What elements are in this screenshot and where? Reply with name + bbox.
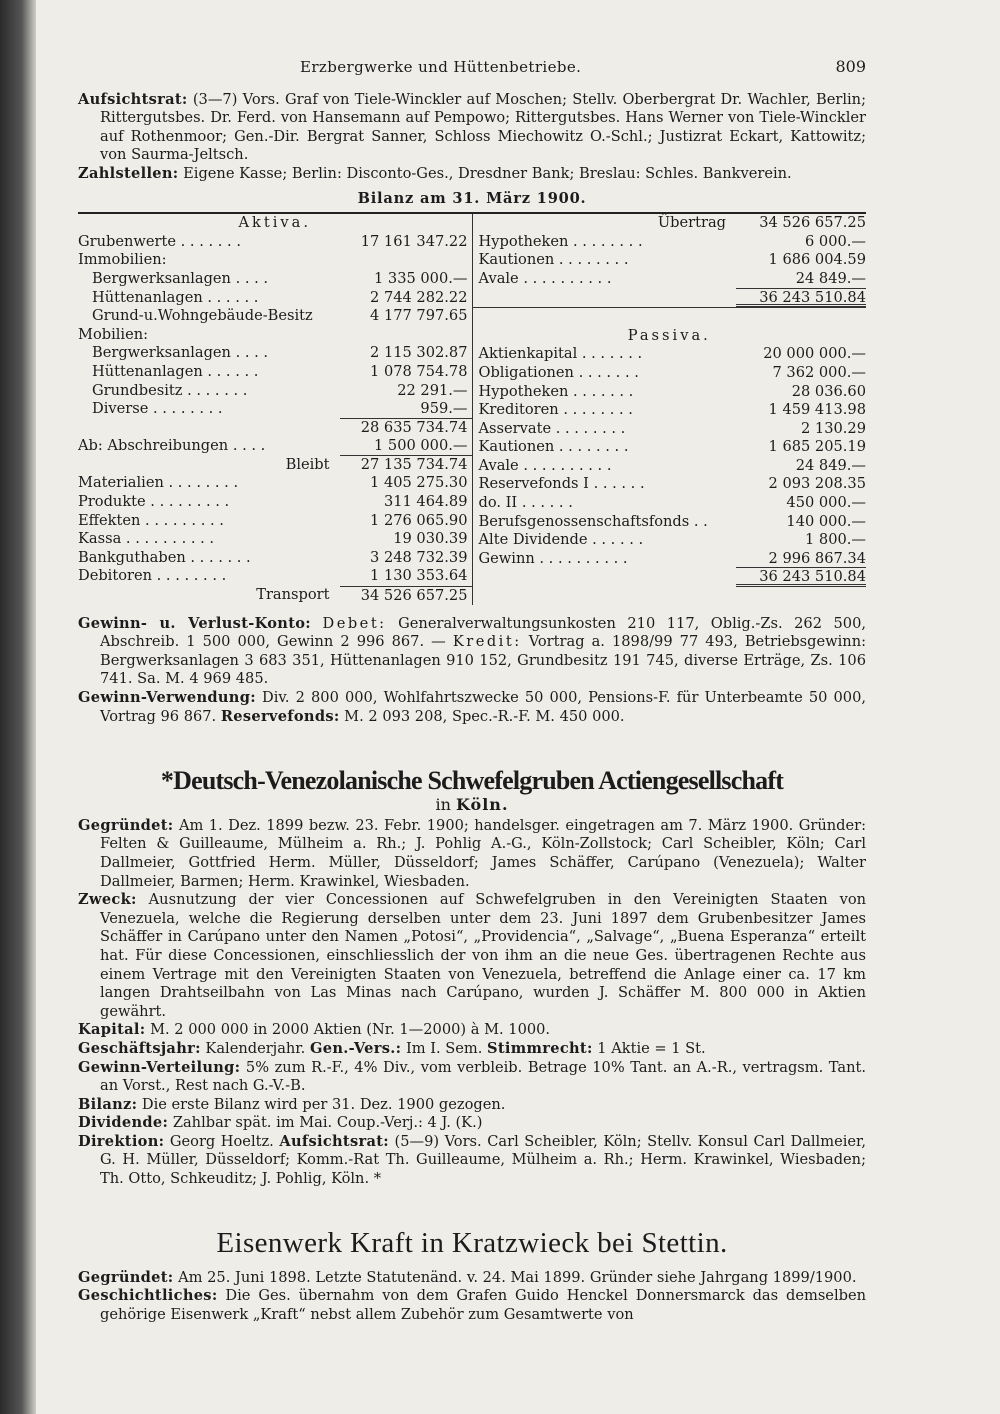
balance-row-amount: 1 405 275.30 — [370, 474, 468, 492]
entry-label: Stimmrecht: — [487, 1039, 593, 1057]
balance-row-amount: 20 000 000.— — [763, 345, 866, 363]
balance-row-label: do. II . . . . . . — [478, 494, 573, 512]
entry-text: Die Ges. übernahm von dem Grafen Guido Henckel Donnersmarck das demselben gehörige Eisenwerk „Kraft“ nebst allem Zubehör zum Gesamtwerte von — [100, 1287, 866, 1323]
balance-row-amount: 3 248 732.39 — [370, 548, 468, 566]
content — [78, 58, 866, 1324]
entry-label: Bilanz: — [78, 1095, 138, 1113]
balance-row-amount: 19 030.39 — [393, 530, 468, 548]
balance-row — [473, 550, 867, 569]
verwendung-label: Gewinn-Verwendung: — [78, 689, 256, 706]
balance-row-amount: 1 685 205.19 — [768, 438, 866, 456]
balance-row-label: Aktienkapital . . . . . . . — [478, 345, 643, 363]
entry-text: M. 2 000 000 in 2000 Aktien (Nr. 1—2000) à M. 1000. — [150, 1021, 551, 1039]
guv-text-1: Generalverwaltungsunkosten 210 117, Oblig.-Zs. 262 500, Abschreib. 1 500 000, Gewinn 2 996 867. — — [100, 614, 867, 651]
balance-row-label: Avale . . . . . . . . . . — [478, 456, 612, 474]
entry-label: Kapital: — [78, 1021, 146, 1039]
entry-paragraph — [78, 891, 866, 1021]
balance-row-amount — [340, 251, 472, 270]
entry-text: Im I. Sem. — [405, 1039, 483, 1057]
balance-row-amount: 2 093 208.35 — [768, 475, 866, 493]
balance-row — [473, 494, 867, 513]
company1-title: *Deutsch-Venezolanische Schwefelgruben Actiengesellschaft — [160, 766, 784, 796]
balance-row — [473, 438, 867, 457]
balance-row-amount: 1 800.— — [804, 531, 866, 549]
entry-paragraph — [78, 1114, 866, 1133]
balance-row-label: Berufsgenossenschaftsfonds . . — [478, 512, 708, 530]
balance-row-label: Kautionen . . . . . . . . — [478, 251, 629, 269]
balance-row — [473, 289, 867, 308]
balance-row — [78, 270, 472, 289]
balance-row-amount: 2 744 282.22 — [370, 288, 468, 306]
balance-row-amount: 36 243 510.84 — [736, 289, 866, 308]
balance-row-label: Grund-u.Wohngebäude-Besitz — [92, 307, 313, 325]
balance-row — [78, 251, 472, 270]
company1-city: Köln. — [456, 795, 509, 815]
balance-row-amount: 24 849.— — [736, 270, 866, 289]
company2-entries — [78, 1269, 866, 1325]
entry-text: Am 25. Juni 1898. Letzte Statutenänd. v. 24. Mai 1899. Gründer siehe Jahrgang 1899/1900. — [178, 1268, 857, 1286]
verwendung-paragraph — [78, 689, 866, 726]
balance-row-label: Übertrag — [657, 214, 726, 232]
running-header — [78, 58, 866, 77]
balance-row-label: Effekten . . . . . . . . . — [78, 511, 224, 529]
guv-text-2: Vortrag a. 1898/99 77 493, Betriebsgewinn: Bergwerksanlagen 3 683 351, Hüttenanlagen 910 152, Grundbesitz 191 745, diverse Erträge, Zs. 106 741. Sa. M. 4 969 485. — [100, 633, 867, 688]
balance-row-label: Bergwerksanlagen . . . . — [92, 269, 269, 287]
company2-title: Eisenwerk Kraft in Kratzwieck bei Stettin. — [216, 1226, 728, 1259]
balance-row-amount: 24 849.— — [795, 456, 866, 474]
aktiva-heading: Aktiva. — [238, 214, 311, 232]
balance-row-label: Hypotheken . . . . . . . . — [478, 232, 643, 250]
balance-row-amount: 1 459 413.98 — [768, 401, 866, 419]
balance-row — [78, 512, 472, 531]
balance-row-amount: 28 036.60 — [791, 382, 866, 400]
balance-row-label: Gewinn . . . . . . . . . . — [478, 549, 628, 567]
entry-text: 5% zum R.-F., 4% Div., vom verbleib. Betrage 10% Tant. an A.-R., vertragsm. Tant. an Vorst., Rest nach G.-V.-B. — [100, 1058, 866, 1095]
entry-label: Aufsichtsrat: — [279, 1132, 389, 1150]
entry-text: Georg Hoeltz. — [169, 1132, 274, 1150]
balance-row-amount: 1 686 004.59 — [768, 251, 866, 269]
entry-label: Gewinn-Verteilung: — [78, 1058, 241, 1076]
zahlstellen-paragraph — [78, 165, 866, 184]
balance-row — [473, 214, 867, 233]
entry-label: Gegründet: — [78, 1268, 174, 1286]
balance-row-amount: 27 135 734.74 — [360, 455, 468, 473]
balance-row-label: Kassa . . . . . . . . . . — [78, 530, 215, 548]
balance-row-label — [473, 568, 737, 587]
balance-row-amount: 2 130.29 — [801, 419, 866, 437]
aufsichtsrat-label: Aufsichtsrat: — [78, 90, 188, 108]
balance-row-label: Kreditoren . . . . . . . . — [478, 401, 633, 419]
balance-row-amount: 1 130 353.64 — [370, 567, 468, 585]
entry-label: Zweck: — [78, 891, 137, 909]
balance-row-amount: 34 526 657.25 — [340, 586, 472, 605]
zahlstellen-text: Eigene Kasse; Berlin: Disconto-Ges., Dresdner Bank; Breslau: Schles. Bankverein. — [183, 164, 792, 182]
zahlstellen-label: Zahlstellen: — [78, 164, 179, 182]
balance-row-amount: 6 000.— — [804, 232, 866, 250]
balance-row-amount: 1 335 000.— — [373, 269, 468, 287]
entry-label: Geschichtliches: — [78, 1287, 218, 1305]
verwendung-text: Div. 2 800 000, Wohlfahrtszwecke 50 000, Pensions-F. für Unterbeamte 50 000, Vortrag 96 867. — [100, 689, 866, 725]
balance-row-label: Hypotheken . . . . . . . — [478, 382, 634, 400]
balance-row-amount: 28 635 734.74 — [360, 418, 468, 436]
balance-sheet — [78, 212, 866, 604]
aktiva-column — [78, 214, 473, 604]
balance-row — [78, 307, 472, 326]
balance-row-label: Obligationen . . . . . . . — [478, 363, 639, 381]
aktiva-rows — [78, 233, 472, 605]
aufsichtsrat-paragraph — [78, 91, 866, 165]
balance-row — [78, 382, 472, 401]
balance-row-amount: 1 500 000.— — [340, 437, 472, 456]
binding-edge — [0, 0, 36, 1414]
balance-row-amount: 34 526 657.25 — [759, 214, 866, 232]
balance-row-amount: 17 161 347.22 — [360, 232, 468, 250]
balance-row-label: Alte Dividende . . . . . . — [478, 531, 644, 549]
balance-row — [473, 513, 867, 532]
balance-row — [473, 233, 867, 252]
balance-row — [78, 530, 472, 549]
running-title: Erzbergwerke und Hüttenbetriebe. — [300, 58, 582, 76]
bilanz-title: Bilanz am 31. März 1900. — [357, 189, 587, 207]
entry-text: Ausnutzung der vier Concessionen auf Schwefelgruben in den Vereinigten Staaten von Venezuela, welche die Regierung derselben unter dem 23. Juni 1897 dem Grubenbesitzer James Schäffer in Carúpano unter den Namen „Potosi“, „Providencia“, „Salvage“, „Buena Esperanza“ erteilt hat. Für diese Concessionen, einschliesslich der von ihm an die neue Ges. übertragenen Rechte aus einem Vertrage mit den Vereinigten Staaten von Venezuela, betreffend die Anlage einer ca. 17 km langen Drahtseilbahn von Las Minas nach Carúpano, wurden J. Schäffer M. 800 000 in Aktien gewährt. — [100, 891, 866, 1020]
passiva-column — [473, 214, 867, 604]
balance-row — [78, 289, 472, 308]
balance-row — [473, 420, 867, 439]
balance-row-amount: 311 464.89 — [383, 493, 468, 511]
balance-row-label: Avale . . . . . . . . . . — [478, 269, 612, 287]
balance-row — [78, 567, 472, 586]
guv-paragraph — [78, 615, 866, 689]
balance-row-label: Asservate . . . . . . . . — [478, 419, 626, 437]
entry-label: Gen.-Vers.: — [309, 1039, 402, 1057]
balance-row — [78, 363, 472, 382]
balance-row-label — [78, 419, 340, 438]
balance-row-amount — [340, 326, 472, 345]
balance-row-label: Debitoren . . . . . . . . — [78, 567, 227, 585]
balance-row — [78, 474, 472, 493]
balance-row — [78, 456, 472, 475]
entry-text: (5—9) Vors. Carl Scheibler, Köln; Stellv. Konsul Carl Dallmeier, G. H. Müller, Düsseldorf; Komm.-Rat Th. Guilleaume, Mülheim a. Rh.; Herm. Krawinkel, Wiesbaden; Th. Otto, Schkeuditz; J. Pohlig, Köln. * — [100, 1132, 867, 1188]
balance-row — [473, 531, 867, 550]
balance-row-label: Grundbesitz . . . . . . . — [92, 381, 248, 399]
balance-row — [473, 270, 867, 289]
balance-row — [473, 364, 867, 383]
balance-row-amount: 36 243 510.84 — [736, 568, 866, 587]
balance-row-label — [473, 289, 737, 308]
balance-row — [473, 475, 867, 494]
ubertrag-rows — [473, 214, 867, 307]
entry-label: Dividende: — [78, 1114, 169, 1132]
company1-entries — [78, 817, 866, 1189]
balance-row-amount: 22 291.— — [397, 381, 468, 399]
entry-paragraph — [78, 1269, 866, 1288]
balance-row-amount: 1 276 065.90 — [370, 511, 468, 529]
balance-row-label: Kautionen . . . . . . . . — [478, 438, 629, 456]
balance-row — [473, 383, 867, 402]
guv-debet-label: Debet: — [322, 614, 387, 632]
balance-row-label: Transport — [256, 586, 330, 604]
balance-row-label: Bleibt — [285, 455, 330, 473]
page-number: 809 — [835, 57, 866, 76]
entry-text: Die erste Bilanz wird per 31. Dez. 1900 gezogen. — [141, 1095, 506, 1113]
balance-row — [473, 568, 867, 587]
balance-row — [78, 344, 472, 363]
balance-row — [78, 419, 472, 438]
entry-paragraph — [78, 1133, 866, 1189]
balance-row-label: Materialien . . . . . . . . — [78, 474, 239, 492]
balance-row-label: Produkte . . . . . . . . . — [78, 493, 230, 511]
company1-loc-prefix: in — [435, 795, 451, 815]
balance-row-label: Hüttenanlagen . . . . . . — [92, 362, 259, 380]
balance-row — [78, 586, 472, 605]
balance-row-amount: 4 177 797.65 — [370, 307, 468, 325]
balance-row-label: Diverse . . . . . . . . — [92, 400, 223, 418]
entry-label: Geschäftsjahr: — [78, 1039, 201, 1057]
balance-row — [78, 400, 472, 419]
balance-row-amount: 2 115 302.87 — [370, 344, 468, 362]
reservefonds-text: M. 2 093 208, Spec.-R.-F. M. 450 000. — [344, 707, 625, 725]
entry-paragraph — [78, 817, 866, 891]
balance-row-label: Ab: Abschreibungen . . . . — [78, 437, 266, 455]
entry-label: Gegründet: — [78, 816, 174, 834]
reservefonds-label: Reservefonds: — [220, 707, 340, 725]
guv-label: Gewinn- u. Verlust-Konto: — [78, 614, 311, 632]
balance-row-label: Immobilien: — [78, 251, 167, 269]
entry-text: Am 1. Dez. 1899 bezw. 23. Febr. 1900; handelsger. eingetragen am 7. März 1900. Gründer: Felten & Guilleaume, Mülheim a. Rh.; J. Pohlig A.-G., Köln-Zollstock; Carl Scheibler, Köln; Carl Dallmeier, Gottfried Herm. Müller, Düsseldorf; James Schäffer, Carúpano (Venezuela); Walter Dallmeier, Barmen; Herm. Krawinkel, Wiesbaden. — [100, 816, 867, 890]
balance-row-label: Grubenwerte . . . . . . . — [78, 232, 241, 250]
passiva-rows — [473, 345, 867, 587]
entry-label: Direktion: — [78, 1132, 165, 1150]
entry-text: 1 Aktie = 1 St. — [597, 1039, 706, 1057]
balance-row-label: Mobilien: — [78, 325, 149, 343]
balance-row — [78, 233, 472, 252]
balance-row — [78, 493, 472, 512]
balance-row-label: Hüttenanlagen . . . . . . — [92, 288, 259, 306]
balance-row-amount: 7 362 000.— — [772, 363, 866, 381]
balance-row — [473, 345, 867, 364]
guv-kredit-label: Kredit: — [452, 633, 522, 651]
balance-row-label: Bankguthaben . . . . . . . — [78, 548, 251, 566]
balance-row — [78, 326, 472, 345]
balance-row — [78, 437, 472, 456]
balance-row — [473, 401, 867, 420]
entry-paragraph — [78, 1040, 866, 1059]
entry-paragraph — [78, 1059, 866, 1096]
balance-row-label: Reservefonds I . . . . . . — [478, 475, 645, 493]
balance-row-amount: 959.— — [340, 400, 472, 419]
balance-row-amount: 140 000.— — [786, 512, 866, 530]
balance-row-amount: 2 996 867.34 — [736, 550, 866, 569]
balance-row — [78, 549, 472, 568]
entry-text: Zahlbar spät. im Mai. Coup.-Verj.: 4 J. (K.) — [172, 1114, 483, 1132]
balance-row — [473, 457, 867, 476]
entry-text: Kalenderjahr. — [205, 1039, 306, 1057]
balance-row-label: Bergwerksanlagen . . . . — [92, 344, 269, 362]
company1-location — [78, 796, 866, 815]
passiva-heading: Passiva. — [627, 326, 711, 344]
balance-row-amount: 1 078 754.78 — [370, 362, 468, 380]
aufsichtsrat-text: (3—7) Vors. Graf von Tiele-Winckler auf Moschen; Stellv. Oberbergrat Dr. Wachler, Berlin; Rittergutsbes. Dr. Ferd. von Hansemann auf Pempowo; Rittergutsbes. Hans Werner von Tiele-Winckler auf Rothenmoor; Gen.-Dir. Bergrat Sanner, Schloss Miechowitz O.-Schl.; Justizrat Eckart, Kattowitz; von Saurma-Jeltsch. — [100, 90, 866, 164]
balance-row — [473, 251, 867, 270]
entry-paragraph — [78, 1021, 866, 1040]
entry-paragraph — [78, 1096, 866, 1115]
entry-paragraph — [78, 1287, 866, 1324]
balance-row-amount: 450 000.— — [786, 494, 866, 512]
